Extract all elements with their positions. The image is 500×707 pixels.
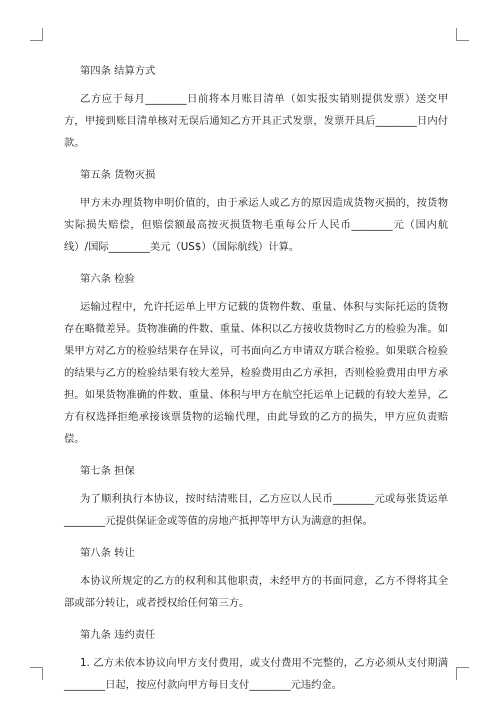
section-heading-7: 第七条 担保 — [80, 465, 135, 477]
section-heading-6: 第六条 检验 — [80, 273, 135, 285]
section-heading-9: 第九条 违约责任 — [80, 629, 156, 641]
section-paragraph-9: 1. 乙方未依本协议向甲方支付费用，或支付费用不完整的，乙方必须从支付期满________日起，按应付款向甲方每日支付________元违约金。 — [64, 657, 448, 691]
crop-mark-bottom-right — [456, 667, 469, 680]
section-heading-8: 第八条 转让 — [80, 547, 135, 559]
crop-mark-top-right — [456, 28, 469, 41]
crop-mark-bottom-left — [30, 667, 43, 680]
section-paragraph-4: 乙方应于每月________日前将本月账目清单（如实报实销则提供发票）送交甲方，甲接到账目清单核对无误后通知乙方开具正式发票，发票开具后________日内付款。 — [64, 93, 448, 149]
crop-mark-top-left — [30, 28, 43, 41]
section-paragraph-7: 为了顺利执行本协议，按时结清账目，乙方应以人民币________元或每张货运单________元提供保证金或等值的房地产抵押等甲方认为满意的担保。 — [64, 493, 448, 527]
section-paragraph-6: 运输过程中，允许托运单上甲方记载的货物件数、重量、体积与实际托运的货物存在略微差异。货物准确的件数、重量、体积以乙方接收货物时乙方的检验为准。如果甲方对乙方的检验结果存在异议，可书面向乙方申请双方联合检验。如果联合检验的结果与乙方的检验结果有较大差异，检验费用由乙方承担，否则检验费用由甲方承担。如果货物准确的件数、重量、体积与甲方在航空托运单上记载的有较大差异，乙方有权选择拒绝承接该票货物的运输代理，由此导致的乙方的损失，甲方应负责赔偿。 — [64, 301, 448, 445]
section-heading-5: 第五条 货物灭损 — [80, 169, 156, 181]
document-body — [64, 60, 448, 696]
section-paragraph-5: 甲方未办理货物申明价值的，由于承运人或乙方的原因造成货物灭损的，按货物实际损失赔偿，但赔偿额最高按灭损货物毛重每公斤人民币________元（国内航线）/国际________美元（US$）（国际航线）计算。 — [64, 197, 448, 253]
section-heading-4: 第四条 结算方式 — [80, 65, 156, 77]
section-paragraph-8: 本协议所规定的乙方的权利和其他职责，未经甲方的书面同意，乙方不得将其全部或部分转让，或者授权给任何第三方。 — [64, 575, 448, 609]
